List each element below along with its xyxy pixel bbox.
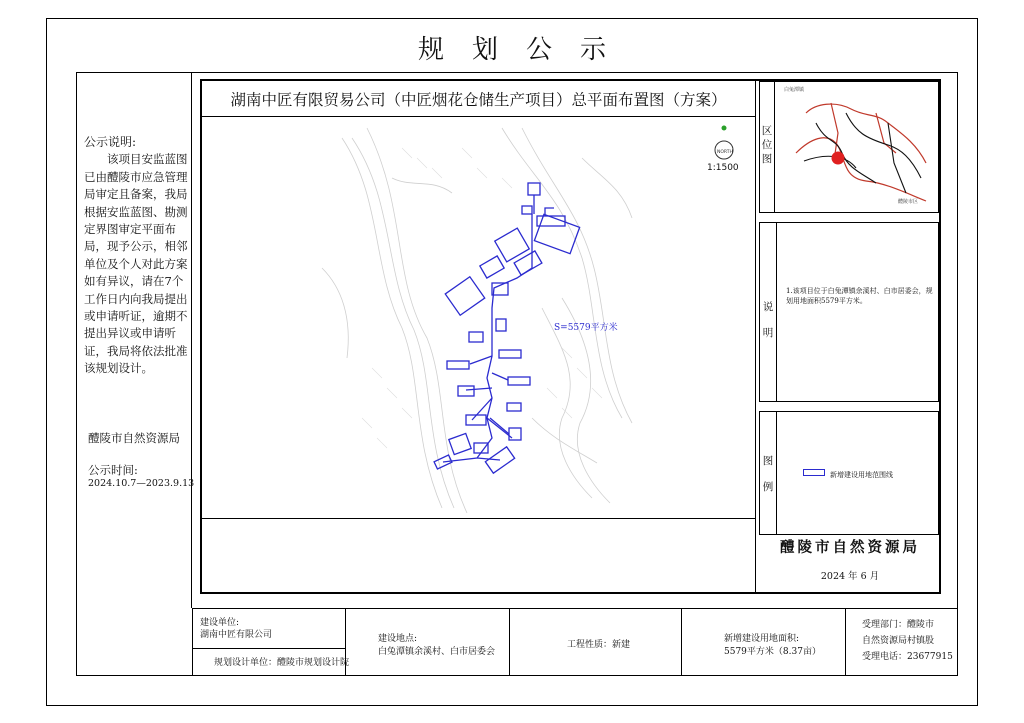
location-label: 区位图 <box>761 125 773 165</box>
designer: 规划设计单位：醴陵市规划设计院 <box>214 658 350 668</box>
notice-agency: 醴陵市自然资源局 <box>88 431 180 445</box>
brand-date: 2024 年 6 月 <box>820 571 880 582</box>
brand-title: 醴陵市自然资源局 <box>780 540 920 556</box>
table-inner-rule <box>193 648 345 649</box>
page-title: 规划公示 <box>417 34 634 65</box>
drawing-title: 湖南中匠有限贸易公司（中匠烟花仓储生产项目）总平面布置图（方案） <box>202 81 755 117</box>
table-divider-4 <box>845 608 846 676</box>
notice-heading: 公示说明: <box>84 135 137 149</box>
location-town-label: 白兔潭镇 <box>784 87 805 93</box>
site-label: 建设地点: <box>378 634 418 644</box>
site-value: 白兔潭镇余溪村、白市居委会 <box>378 647 496 657</box>
site-plan-map <box>202 118 755 518</box>
explain-label-divider <box>776 222 777 402</box>
location-road-label: 醴陵市区 <box>898 199 919 205</box>
legend-item: 新增建设用地范围线 <box>830 471 893 479</box>
table-divider-3 <box>681 608 682 676</box>
explain-panel <box>759 222 939 402</box>
terrain-contours <box>322 128 632 513</box>
location-label-divider <box>774 81 775 213</box>
map-bottom-rule <box>202 518 755 519</box>
legend-label: 图例 <box>762 455 774 493</box>
table-divider-2 <box>509 608 510 676</box>
accept-phone: 受理电话：23677915 <box>862 652 953 662</box>
location-roads <box>796 103 926 201</box>
explain-label: 说明 <box>762 301 774 339</box>
site-marker <box>832 152 845 165</box>
legend-symbol <box>803 469 825 476</box>
terrain-texture <box>362 148 602 448</box>
builder-label: 建设单位: <box>200 618 240 628</box>
builder-value: 湖南中匠有限公司 <box>200 630 273 640</box>
explain-text: 1.该项目位于白兔潭镇余溪村、白市居委会，规划用地面积5579平方米。 <box>786 287 933 305</box>
project-nature: 工程性质：新建 <box>567 640 631 650</box>
area-value-cell: 5579平方米（8.37亩） <box>724 647 821 657</box>
map-scale: 1:1500 <box>707 163 739 173</box>
legend-label-divider <box>776 411 777 535</box>
area-label-cell: 新增建设用地面积: <box>724 634 800 644</box>
north-label: NORTH <box>717 150 733 155</box>
table-left-rule <box>192 608 193 676</box>
notice-text <box>84 134 188 378</box>
accept-dept-unit: 自然资源局村镇股 <box>862 636 935 646</box>
publicity-period-label: 公示时间: <box>88 463 138 477</box>
area-label: S=5579平方米 <box>554 323 618 333</box>
drawing-divider <box>755 81 756 592</box>
publicity-period-value: 2024.10.7—2023.9.13 <box>88 478 195 489</box>
table-top-rule <box>192 608 958 609</box>
north-arrow <box>715 126 733 160</box>
location-map <box>776 83 938 211</box>
accept-dept: 受理部门：醴陵市 <box>862 620 935 630</box>
notice-body: 该项目安监蓝图已由醴陵市应急管理局审定且备案，我局根据安监蓝图、勘测定界图审定平面布局，现予公示，相邻单位及个人对此方案如有异议，请在7个工作日内向我局提出或申请听证，逾期不提出异议或申请听证，我局将依法批准该规划设计。 <box>84 152 188 376</box>
